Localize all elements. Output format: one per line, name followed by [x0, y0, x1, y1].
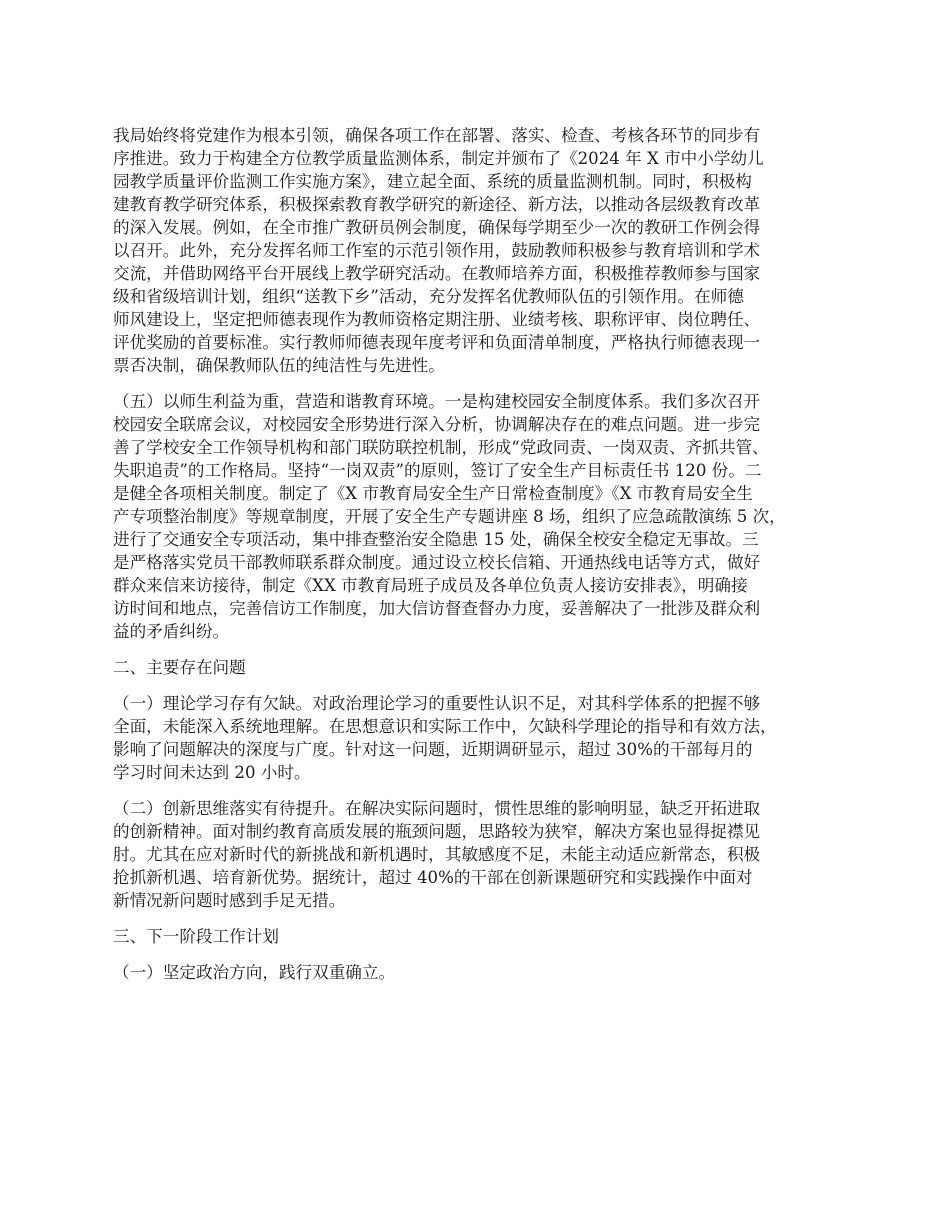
text-line: 进行了交通安全专项活动，集中排查整治安全隐患 15 处，确保全校安全稳定无事故。三	[113, 530, 759, 549]
text-line: 影响了问题解决的深度与广度。针对这一问题，近期调研显示，超过 30%的干部每月的	[113, 740, 753, 759]
text-line: 全面，未能深入系统地理解。在思想意识和实际工作中，欠缺科学理论的指导和有效方法，	[113, 717, 777, 736]
text-line: 我局始终将党建作为根本引领，确保各项工作在部署、落实、检查、考核各环节的同步有	[113, 126, 761, 145]
text-line: 新情况新问题时感到手足无措。	[113, 891, 346, 910]
paragraph-safety-environment	[113, 390, 858, 643]
text-line: 群众来信来访接待，制定《XX 市教育局班子成员及各单位负责人接访安排表》，明确接	[113, 576, 748, 595]
text-line: 肘。尤其在应对新时代的新挑战和新机遇时，其敏感度不足，未能主动适应新常态，积极	[113, 845, 761, 864]
text-line: 产专项整治制度》等规章制度，开展了安全生产专题讲座 8 场，组织了应急疏散演练 5 次，	[113, 507, 786, 526]
paragraph-party-building	[113, 124, 858, 377]
document-body	[113, 124, 858, 997]
paragraph-theory-study	[113, 692, 858, 784]
text-line: 校园安全联席会议，对校园安全形势进行深入分析，协调解决存在的难点问题。进一步完	[113, 415, 761, 434]
paragraph-political-direction	[113, 961, 858, 984]
text-line: 以召开。此外，充分发挥名师工作室的示范引领作用，鼓励教师积极参与教育培训和学术	[113, 241, 761, 260]
text-line: 是健全各项相关制度。制定了《X 市教育局安全生产日常检查制度》《X 市教育局安全生	[113, 484, 753, 503]
text-line: 票否决制，确保教师队伍的纯洁性与先进性。	[113, 356, 445, 375]
text-line: （一）理论学习存有欠缺。对政治理论学习的重要性认识不足，对其科学体系的把握不够	[113, 694, 761, 713]
text-line: 师风建设上，坚定把师德表现作为教师资格定期注册、业绩考核、职称评审、岗位聘任、	[113, 310, 761, 329]
heading-text: 三、下一阶段工作计划	[113, 927, 279, 946]
text-line: 园教学质量评价监测工作实施方案》，建立起全面、系统的质量监测机制。同时，积极构	[113, 172, 752, 191]
text-line: 益的矛盾纠纷。	[113, 622, 230, 641]
text-line: 评优奖励的首要标准。实行教师师德表现年度考评和负面清单制度，严格执行师德表现一	[113, 333, 761, 352]
section-heading-problems	[113, 656, 858, 679]
section-heading-next-plan	[113, 925, 858, 948]
text-line: 序推进。致力于构建全方位教学质量监测体系，制定并颁布了《2024 年 X 市中小学幼儿	[113, 149, 764, 168]
text-line: （二）创新思维落实有待提升。在解决实际问题时，惯性思维的影响明显，缺乏开拓进取	[113, 799, 761, 818]
text-line: （一）坚定政治方向，践行双重确立。	[113, 963, 396, 982]
text-line: 建教育教学研究体系，积极探索教育教学研究的新途径、新方法，以推动各层级教育改革	[113, 195, 761, 214]
text-line: 访时间和地点，完善信访工作制度，加大信访督查督办力度，妥善解决了一批涉及群众利	[113, 599, 761, 618]
text-line: 是严格落实党员干部教师联系群众制度。通过设立校长信箱、开通热线电话等方式，做好	[113, 553, 761, 572]
text-line: （五）以师生利益为重，营造和谐教育环境。一是构建校园安全制度体系。我们多次召开	[113, 392, 761, 411]
text-line: 的深入发展。例如，在全市推广教研员例会制度，确保每学期至少一次的教研工作例会得	[113, 218, 761, 237]
paragraph-innovation	[113, 797, 858, 912]
text-line: 抢抓新机遇、培育新优势。据统计，超过 40%的干部在创新课题研究和实践操作中面对	[113, 868, 753, 887]
heading-text: 二、主要存在问题	[113, 658, 246, 677]
text-line: 善了学校安全工作领导机构和部门联防联控机制，形成“党政同责、一岗双责、齐抓共管、	[113, 438, 769, 457]
text-line: 交流，并借助网络平台开展线上教学研究活动。在教师培养方面，积极推荐教师参与国家	[113, 264, 761, 283]
text-line: 的创新精神。面对制约教育高质发展的瓶颈问题，思路较为狭窄，解决方案也显得捉襟见	[113, 822, 761, 841]
text-line: 级和省级培训计划，组织“送教下乡”活动，充分发挥名优教师队伍的引领作用。在师德	[113, 287, 744, 306]
text-line: 失职追责”的工作格局。坚持“一岗双责”的原则，签订了安全生产目标责任书 120 份。二	[113, 461, 762, 480]
text-line: 学习时间未达到 20 小时。	[113, 763, 311, 782]
